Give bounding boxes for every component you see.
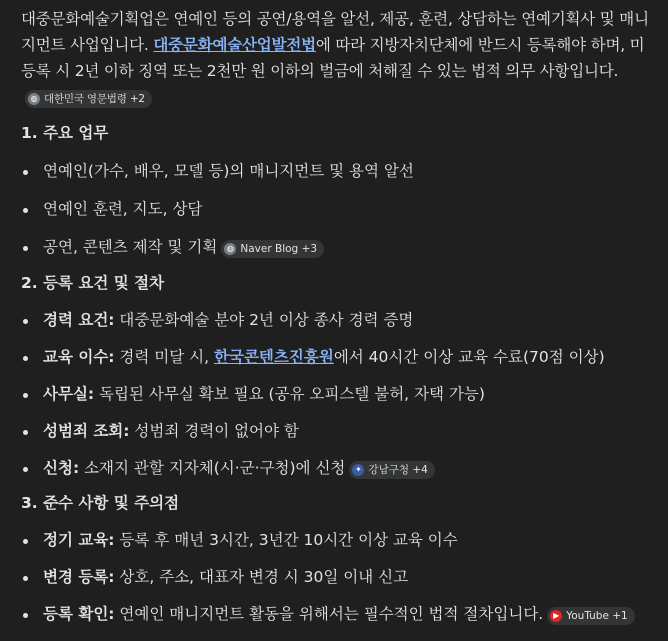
kocca-link[interactable]: 한국콘텐츠진흥원 [214, 348, 334, 366]
section-heading-2: 2. 등록 요건 및 절차 [21, 274, 165, 292]
section-3-list [21, 529, 654, 625]
list-item: 신청: 소재지 관할 지자체(시·군·구청)에 신청 ✦ 강남구청 +4 [21, 457, 654, 479]
source-chip-label: 대한민국 영문법령 +2 [44, 93, 145, 105]
list-item: 교육 이수: 경력 미달 시, 한국콘텐츠진흥원에서 40시간 이상 교육 수료(70점 이상) [21, 346, 654, 368]
list-item: 경력 요건: 대중문화예술 분야 2년 이상 종사 경력 증명 [21, 309, 654, 331]
intro-paragraph [21, 6, 654, 110]
list-item: 변경 등록: 상호, 주소, 대표자 변경 시 30일 이내 신고 [21, 566, 654, 588]
youtube-icon: ▶ [550, 610, 562, 622]
list-item: 사무실: 독립된 사무실 확보 필요 (공유 오피스텔 불허, 자택 가능) [21, 383, 654, 405]
intro-text: 대중문화예술기획업은 연예인 등의 공연/용역을 알선, 제공, 훈련, 상담하는 연예기획사 및 매니지먼트 사업입니다. [21, 10, 649, 54]
source-chip-naver[interactable] [221, 240, 324, 258]
globe-icon: ◍ [28, 93, 40, 105]
source-chip-gangnam[interactable] [349, 461, 434, 479]
section-2-list [21, 309, 654, 479]
source-chip-label: Naver Blog +3 [240, 243, 318, 255]
list-item: 성범죄 조회: 성범죄 경력이 없어야 함 [21, 420, 654, 442]
section-heading-1: 1. 주요 업무 [21, 124, 109, 142]
intro-text-cont: 에 따라 지방자치단체에 반드시 등록해야 하며, 미등록 시 2년 이하 징역 또는 2천만 원 이하의 벌금에 처해질 수 있는 법적 의무 사항입니다. [21, 36, 645, 80]
list-item: 연예인 훈련, 지도, 상담 [21, 198, 654, 220]
list-item: 연예인(가수, 배우, 모델 등)의 매니지먼트 및 용역 알선 [21, 160, 654, 182]
source-chip-label: 강남구청 +4 [368, 464, 428, 476]
gangnam-logo-icon: ✦ [352, 464, 364, 476]
source-chip-label: YouTube +1 [566, 610, 628, 622]
globe-icon: ◍ [224, 243, 236, 255]
list-item: 등록 확인: 연예인 매니지먼트 활동을 위해서는 필수적인 법적 절차입니다. ▶ YouTube +1 [21, 603, 654, 625]
section-1-list [21, 160, 654, 258]
section-heading-3: 3. 준수 사항 및 주의점 [21, 494, 180, 512]
source-chip-youtube[interactable] [547, 607, 635, 625]
source-chip-law[interactable] [25, 90, 152, 108]
law-link[interactable]: 대중문화예술산업발전법 [153, 36, 316, 54]
list-item: 정기 교육: 등록 후 매년 3시간, 3년간 10시간 이상 교육 이수 [21, 529, 654, 551]
list-item: 공연, 콘텐츠 제작 및 기획 ◍ Naver Blog +3 [21, 236, 654, 258]
